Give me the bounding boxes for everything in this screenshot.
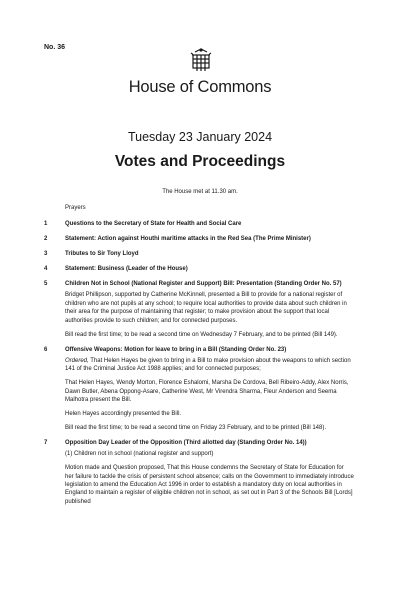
item-heading: Offensive Weapons: Motion for leave to bring in a Bill (Standing Order No. 23)	[65, 346, 287, 353]
list-item	[44, 235, 354, 243]
item-number: 2	[44, 236, 48, 242]
list-item	[44, 346, 354, 433]
item-number: 3	[44, 251, 48, 257]
sitting-date: Tuesday 23 January 2024	[127, 130, 273, 144]
document-title: Votes and Proceedings	[114, 153, 286, 170]
item-paragraph: Bill read the first time; to be read a second time on Wednesday 7 February, and to be printed (Bill 149).	[65, 331, 338, 338]
item-paragraph: That Helen Hayes, Wendy Morton, Florence Eshalomi, Marsha De Cordova, Bell Ribeiro-Addy, Alex Norris, Dawn Butler, Abena Oppong-Asare, Catherine West, Mr Virendra Sharma, Fleur Anderson and Seema Malhotra present the Bill.	[65, 380, 349, 404]
item-paragraph: Motion made and Question proposed, That this House condemns the Secretary of State for Education for her failure to tackle the crisis of persistent school absence; calls on the Government to immediately introduce legislation to amend the Education Act 1996 in order to establish a mandatory duty on local authorities in England to maintain a register of eligible children not in school, as set out in Part 3 of the Schools Bill [Lords] published	[65, 465, 354, 505]
item-paragraph: That Helen Hayes be given to bring in a Bill to make provision about the weapons to which section 141 of the Criminal Justice Act 1988 applies; and for connected purposes;	[65, 357, 351, 373]
ordered-label: Ordered,	[65, 357, 89, 364]
item-paragraph: Bill read the first time; to be read a second time on Friday 23 February, and to be printed (Bill 148).	[65, 424, 327, 431]
item-number: 5	[44, 281, 48, 287]
list-item	[44, 250, 354, 258]
item-number: 7	[44, 439, 48, 446]
list-item	[44, 220, 354, 228]
item-paragraph: Bridget Phillipson, supported by Catherine McKinnell, presented a Bill to provide for a national register of children who are not pupils at any school; to require local authorities to provide data about such children in their area for the purpose of maintaining that register; to make provision about the support that local authorities provide to such children; and for connected purposes.	[65, 292, 347, 324]
sitting-start: The House met at 11.30 am.	[162, 189, 238, 195]
item-heading: Tributes to Sir Tony Lloyd	[65, 251, 139, 257]
item-heading: Children Not in School (National Register and Support) Bill: Presentation (Standing Order No. 57)	[65, 281, 342, 287]
house-name: House of Commons	[128, 78, 272, 96]
item-heading: Opposition Day Leader of the Opposition (Third allotted day (Standing Order No. 14))	[65, 439, 307, 446]
list-item	[44, 280, 354, 339]
item-number: 6	[44, 346, 48, 353]
list-item	[44, 439, 354, 506]
item-paragraph: Helen Hayes accordingly presented the Bill.	[65, 410, 182, 417]
item-heading: Statement: Action against Houthi maritime attacks in the Red Sea (The Prime Minister)	[65, 236, 311, 242]
prayers-label: Prayers	[65, 205, 86, 211]
item-paragraph: (1) Children not in school (national register and support)	[65, 451, 214, 458]
item-number: 4	[44, 266, 48, 272]
portcullis-crest-icon	[187, 47, 215, 75]
item-heading: Questions to the Secretary of State for Health and Social Care	[65, 221, 242, 227]
proceedings-list	[44, 220, 354, 513]
item-heading: Statement: Business (Leader of the House)	[65, 266, 188, 272]
list-item	[44, 265, 354, 273]
issue-number: No. 36	[44, 44, 66, 51]
item-number: 1	[44, 221, 48, 227]
